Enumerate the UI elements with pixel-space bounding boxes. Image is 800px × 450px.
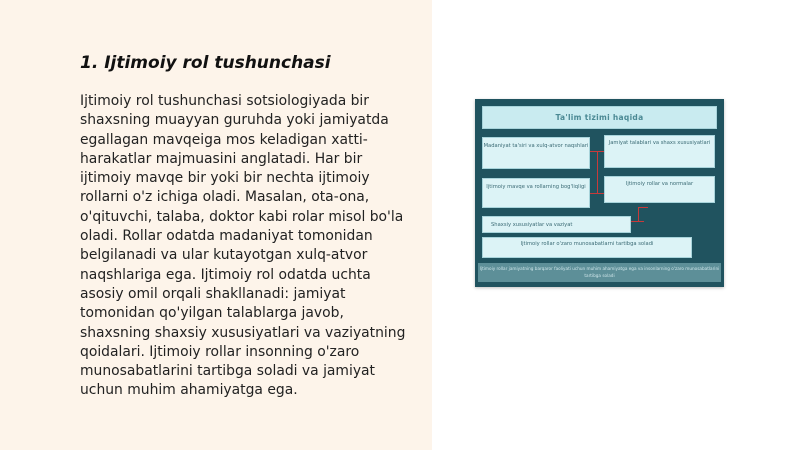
diagram-footer: Ijtimoiy rollar jamiyatning barqaror faoliyati uchun muhim ahamiyatga ega va insonlarning o'zaro munosabatlarini tartibga soladi [478,263,721,282]
connector-line [597,151,598,193]
diagram-box-culture: Madaniyat ta'siri va xulq-atvor naqshlari [482,137,590,169]
connector-line [590,193,604,194]
diagram-header: Ta'lim tizimi haqida [482,106,717,129]
connector-line [638,207,639,222]
diagram-box-norms: Ijtimoiy rollar va normalar [604,176,715,203]
section-title: 1. Ijtimoiy rol tushunchasi [80,53,331,73]
diagram-box-relations: Ijtimoiy rollar o'zaro munosabatlarni tartibga soladi [482,237,692,258]
diagram-box-status: Ijtimoiy mavqe va rollarning bog'liqligi [482,178,590,208]
section-paragraph: Ijtimoiy rol tushunchasi sotsiologiyada bir shaxsning muayyan guruhda yoki jamiyatda egallagan mavqeiga mos keladigan xatti-harakatlar majmuasini anglatadi. Har bir ijtimoiy mavqe bir yoki bir nechta ijtimoiy rollarni o'z ichiga oladi. Masalan, ota-ona, o'qituvchi, talaba, doktor kabi rolar misol bo'la oladi. Rollar odatda madaniyat tomonidan belgilanadi va ular kutayotgan xulq-atvor naqshlariga ega. Ijtimoiy rol odatda uchta asosiy omil orqali shakllanadi: jamiyat tomonidan qo'yilgan talablarga javob, shaxsning shaxsiy xususiyatlari va vaziyatning qoidalari. Ijtimoiy rollar insonning o'zaro munosabatlarini tartibga soladi va jamiyat uchun muhim ahamiyatga ega. [80,93,406,399]
diagram-image [475,99,724,287]
connector-line [638,207,648,208]
diagram-box-personal: Shaxsiy xususiyatlar va vaziyat [482,216,631,233]
diagram-box-society: Jamiyat talablari va shaxs xususiyatlari [604,135,715,168]
